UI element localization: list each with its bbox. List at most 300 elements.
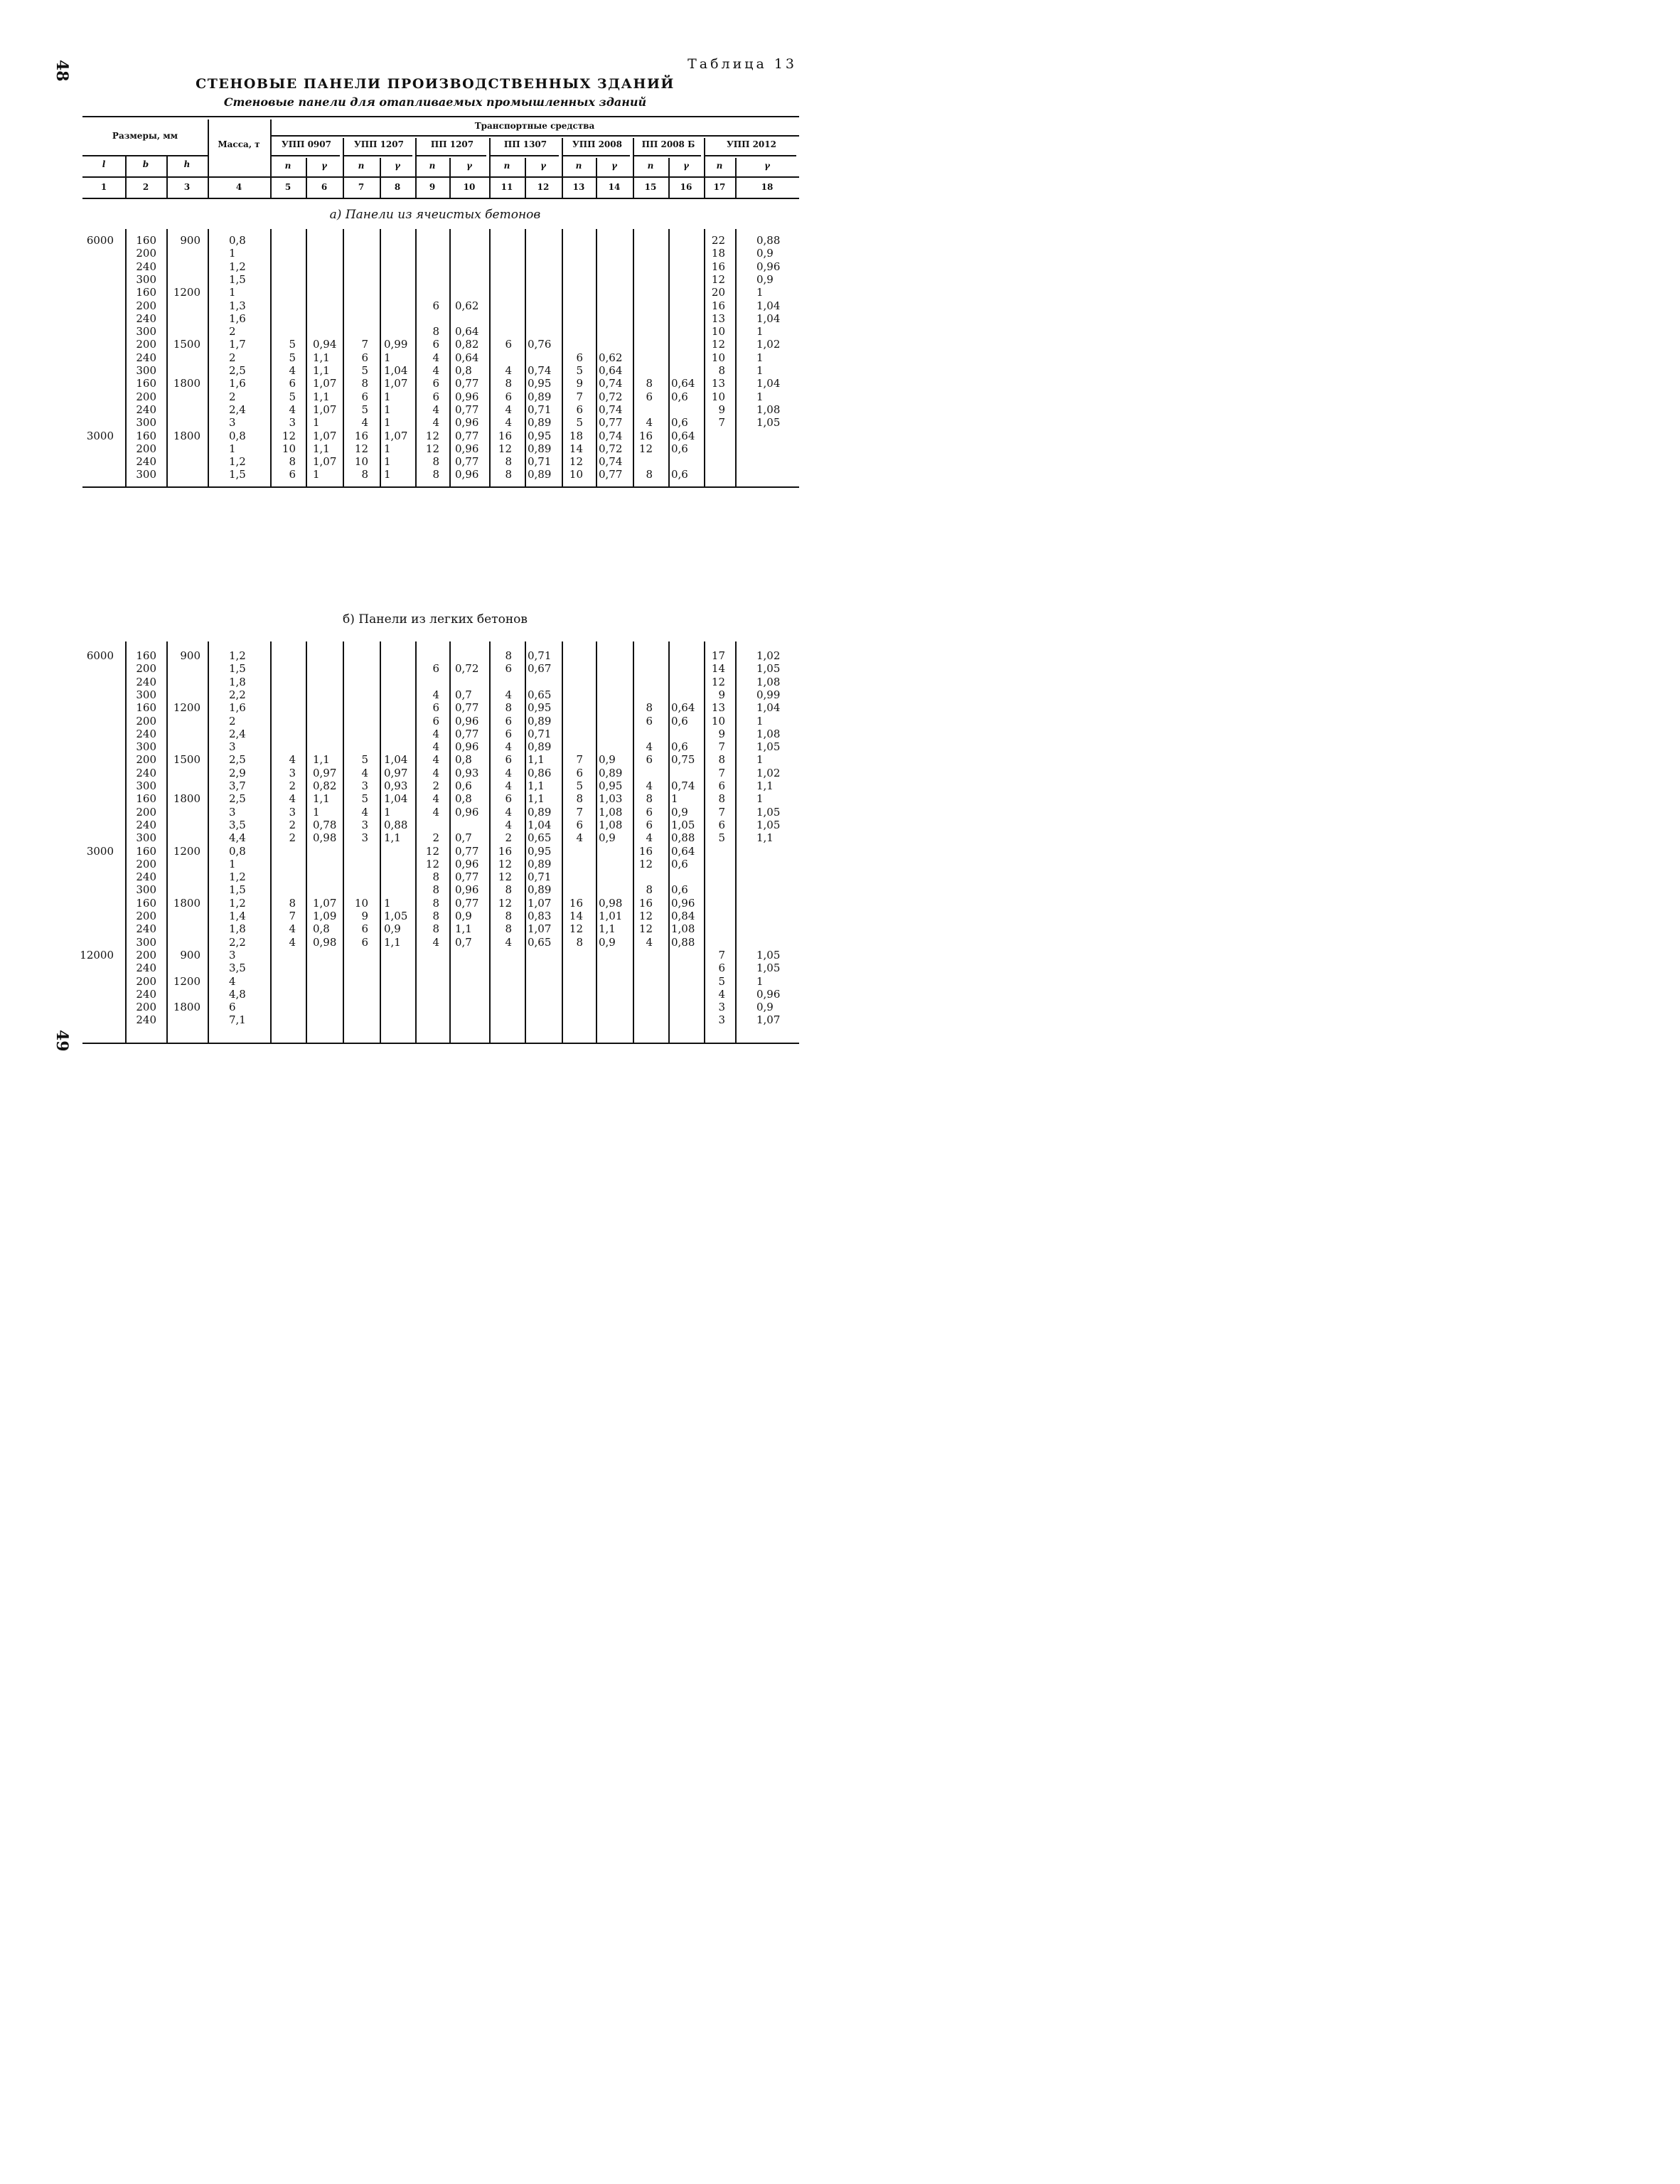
table-cell: 0,9 [455, 910, 472, 922]
table-cell: 4,4 [229, 831, 246, 845]
table-cell: 5 [576, 779, 583, 792]
table-cell: 8 [505, 468, 512, 481]
table-cell: 4 [505, 766, 512, 779]
table-cell: 1,08 [756, 727, 781, 740]
table-cell: 6 [505, 662, 512, 676]
table-cell: 6 [432, 714, 439, 728]
table-cell: 0,64 [671, 429, 695, 442]
table-cell: 1,05 [756, 818, 781, 831]
table-cell: 12 [425, 429, 439, 442]
table-cell: 240 [136, 1013, 156, 1027]
table-cell: 1 [671, 792, 678, 806]
table-cell: 7 [289, 910, 296, 922]
table-cell: 0,96 [455, 857, 479, 870]
table-cell: 4 [432, 727, 439, 740]
table-cell: 8 [289, 896, 296, 910]
table-cell: 6 [505, 753, 512, 767]
table-cell: 6 [505, 792, 512, 806]
table-cell: 6 [432, 377, 439, 390]
table-cell: 4 [576, 831, 583, 845]
table-cell: 1,02 [756, 338, 781, 351]
table-cell: 8 [432, 870, 439, 884]
table-cell: 1,01 [599, 910, 623, 922]
n-header: n [575, 161, 582, 171]
table-cell: 1,5 [229, 883, 246, 897]
table-cell: 0,89 [528, 857, 552, 870]
table-cell: 2,4 [229, 727, 246, 740]
table-cell: 1,05 [756, 962, 781, 975]
table-cell: 1,8 [229, 675, 246, 688]
table-cell: 300 [136, 688, 156, 701]
table-cell: 1 [756, 753, 764, 767]
table-cell: 5 [289, 390, 296, 403]
table-cell: 2,9 [229, 766, 246, 779]
table-cell: 6 [718, 779, 725, 792]
table-cell: 1,08 [756, 675, 781, 688]
table-cell: 1 [384, 403, 391, 416]
table-cell: 300 [136, 416, 156, 430]
table-cell: 160 [136, 234, 156, 247]
table-cell: 12 [425, 442, 439, 455]
table-cell: 0,89 [528, 714, 552, 728]
table-cell: 4 [432, 792, 439, 806]
table-cell: 5 [718, 831, 725, 845]
table-cell: 1,05 [756, 416, 781, 430]
table-cell: 3,5 [229, 962, 246, 975]
table-cell: 0,65 [528, 688, 552, 701]
vehicle-header: УПП 2008 [572, 139, 622, 149]
table-cell: 3 [361, 779, 368, 792]
table-cell: 8 [432, 896, 439, 910]
vehicle-header: УПП 1207 [354, 139, 404, 149]
table-cell: 3 [361, 831, 368, 845]
column-divider [166, 641, 168, 1043]
vehicle-header: ПП 2008 Б [641, 139, 695, 149]
table-cell: 0,71 [528, 870, 552, 884]
table-cell: 0,72 [599, 390, 623, 403]
column-divider [596, 229, 597, 486]
table-cell: 0,9 [599, 753, 616, 767]
table-cell: 1,07 [528, 896, 552, 910]
column-number: 5 [284, 182, 291, 192]
table-cell: 200 [136, 805, 156, 819]
table-cell: 10 [711, 390, 725, 403]
table-cell: 1,6 [229, 311, 246, 325]
table-cell: 4 [646, 779, 653, 792]
table-cell: 5 [289, 338, 296, 351]
n-header: n [429, 161, 436, 171]
table-cell: 1800 [173, 377, 200, 390]
table-cell: 0,6 [671, 740, 688, 754]
table-cell: 1,1 [313, 753, 330, 767]
table-cell: 2 [289, 779, 296, 792]
table-cell: 6 [229, 1001, 236, 1014]
table-cell: 0,89 [528, 442, 552, 455]
table-cell: 3,7 [229, 779, 246, 792]
table-cell: 6 [576, 766, 583, 779]
column-number: 10 [463, 182, 476, 192]
table-cell: 1,1 [384, 935, 401, 949]
table-cell: 1,1 [528, 792, 545, 806]
table-cell: 16 [638, 429, 653, 442]
table-cell: 300 [136, 831, 156, 845]
table-cell: 4 [432, 688, 439, 701]
table-cell: 1 [384, 896, 391, 910]
table-cell: 200 [136, 948, 156, 962]
table-cell: 900 [180, 948, 200, 962]
table-cell: 1 [313, 416, 320, 430]
table-cell: 240 [136, 675, 156, 688]
table-cell: 0,89 [599, 766, 623, 779]
table-cell: 10 [711, 714, 725, 728]
column-divider [449, 641, 451, 1043]
table-cell: 0,74 [671, 779, 695, 792]
table-cell: 10 [711, 351, 725, 364]
table-cell: 8 [646, 701, 653, 715]
table-cell: 4 [505, 403, 512, 416]
table-cell: 4 [505, 364, 512, 377]
table-cell: 200 [136, 390, 156, 403]
table-cell: 8 [646, 468, 653, 481]
table-cell: 4 [505, 818, 512, 831]
table-cell: 6000 [86, 234, 114, 247]
table-cell: 0,74 [599, 455, 623, 469]
vehicle-header: ПП 1307 [503, 139, 547, 149]
table-cell: 12 [425, 844, 439, 858]
header-top-rule [82, 116, 799, 117]
table-cell: 0,98 [599, 896, 623, 910]
table-cell: 5 [361, 753, 368, 767]
table-cell: 8 [505, 883, 512, 897]
gamma-header: γ [466, 161, 472, 171]
table-cell: 0,83 [528, 910, 552, 922]
table-cell: 4 [432, 740, 439, 754]
table-cell: 8 [576, 792, 583, 806]
table-cell: 12 [498, 896, 512, 910]
table-cell: 3 [361, 818, 368, 831]
n-header: n [358, 161, 365, 171]
table-cell: 1 [384, 416, 391, 430]
table-cell: 0,8 [455, 753, 472, 767]
table-cell: 1,08 [599, 805, 623, 819]
table-cell: 1,5 [229, 468, 246, 481]
table-cell: 240 [136, 922, 156, 936]
table-cell: 4 [289, 935, 296, 949]
table-cell: 8 [718, 364, 725, 377]
dim-header-l: l [102, 159, 106, 169]
table-cell: 0,9 [756, 272, 774, 286]
table-cell: 3 [289, 416, 296, 430]
table-cell: 6 [646, 818, 653, 831]
table-cell: 160 [136, 649, 156, 662]
table-cell: 0,99 [384, 338, 408, 351]
table-cell: 8 [576, 935, 583, 949]
table-cell: 0,6 [671, 883, 688, 897]
gamma-header: γ [540, 161, 546, 171]
table-cell: 2 [229, 325, 236, 339]
table-cell: 6 [361, 922, 368, 936]
table-cell: 0,64 [671, 701, 695, 715]
table-cell: 0,82 [455, 338, 479, 351]
table-cell: 0,6 [671, 442, 688, 455]
table-cell: 0,95 [528, 701, 552, 715]
n-header: n [716, 161, 723, 171]
table-cell: 5 [361, 403, 368, 416]
table-cell: 1,04 [756, 377, 781, 390]
table-cell: 0,6 [671, 468, 688, 481]
table-cell: 1 [313, 468, 320, 481]
table-cell: 0,96 [756, 987, 781, 1001]
table-cell: 8 [289, 455, 296, 469]
table-cell: 2,2 [229, 688, 246, 701]
table-cell: 1 [756, 286, 764, 299]
table-cell: 200 [136, 753, 156, 767]
table-cell: 4 [432, 935, 439, 949]
table-cell: 12 [498, 857, 512, 870]
column-divider [596, 641, 597, 1043]
table-cell: 8 [361, 468, 368, 481]
table-cell: 3 [229, 416, 236, 430]
table-cell: 2 [229, 390, 236, 403]
table-cell: 0,88 [384, 818, 408, 831]
table-cell: 1,1 [528, 753, 545, 767]
column-number: 17 [713, 182, 726, 192]
table-cell: 3 [289, 766, 296, 779]
table-cell: 1,2 [229, 870, 246, 884]
table-cell: 0,64 [671, 844, 695, 858]
table-cell: 240 [136, 870, 156, 884]
sizes-header: Размеры, мм [112, 131, 178, 141]
table-cell: 3 [229, 948, 236, 962]
table-cell: 12 [711, 338, 725, 351]
table-cell: 900 [180, 234, 200, 247]
table-cell: 6 [646, 805, 653, 819]
column-divider [489, 641, 491, 1043]
vehicle-rule [633, 155, 701, 156]
table-cell: 1,02 [756, 649, 781, 662]
table-cell: 7 [718, 766, 725, 779]
table-cell: 8 [361, 377, 368, 390]
table-cell: 1 [384, 468, 391, 481]
table-cell: 6 [718, 818, 725, 831]
table-cell: 1 [384, 390, 391, 403]
table-cell: 0,7 [455, 831, 472, 845]
table-cell: 200 [136, 662, 156, 676]
gamma-header: γ [611, 161, 617, 171]
table-cell: 0,9 [756, 1001, 774, 1014]
table-cell: 2 [229, 714, 236, 728]
table-cell: 0,82 [313, 779, 337, 792]
table-cell: 0,77 [599, 416, 623, 430]
table-cell: 4 [432, 753, 439, 767]
column-number: 14 [608, 182, 621, 192]
table-cell: 0,96 [756, 260, 781, 273]
table-cell: 1,04 [528, 818, 552, 831]
table-cell: 1,04 [384, 792, 408, 806]
table-cell: 12 [638, 442, 653, 455]
table-cell: 240 [136, 962, 156, 975]
table-cell: 0,8 [229, 429, 246, 442]
table-cell: 0,88 [671, 831, 695, 845]
table-cell: 0,96 [455, 442, 479, 455]
column-divider [166, 229, 168, 486]
table-cell: 0,77 [455, 727, 479, 740]
table-cell: 300 [136, 935, 156, 949]
table-cell: 6 [432, 390, 439, 403]
table-cell: 0,93 [384, 779, 408, 792]
table-cell: 0,71 [528, 649, 552, 662]
table-cell: 1 [229, 442, 236, 455]
table-cell: 1,2 [229, 455, 246, 469]
table-cell: 7,1 [229, 1013, 246, 1027]
table-cell: 7 [361, 338, 368, 351]
table-cell: 9 [361, 910, 368, 922]
table-cell: 0,96 [455, 714, 479, 728]
table-cell: 0,96 [455, 740, 479, 754]
table-cell: 6 [576, 818, 583, 831]
table-cell: 0,6 [671, 390, 688, 403]
table-cell: 200 [136, 338, 156, 351]
table-cell: 6 [646, 390, 653, 403]
table-cell: 0,89 [528, 740, 552, 754]
table-cell: 12 [638, 922, 653, 936]
table-cell: 2 [432, 831, 439, 845]
table-cell: 1,05 [756, 662, 781, 676]
table-cell: 0,6 [671, 714, 688, 728]
page-title: СТЕНОВЫЕ ПАНЕЛИ ПРОИЗВОДСТВЕННЫХ ЗДАНИЙ [196, 76, 675, 92]
column-number: 13 [572, 182, 585, 192]
table-cell: 5 [361, 364, 368, 377]
dim-header-h: h [183, 159, 191, 169]
column-number: 8 [394, 182, 401, 192]
table-cell: 1,07 [313, 896, 337, 910]
table-cell: 14 [569, 910, 583, 922]
table-cell: 4,8 [229, 987, 246, 1001]
column-number: 4 [235, 182, 242, 192]
table-cell: 0,99 [756, 688, 781, 701]
table-cell: 6 [361, 390, 368, 403]
table-cell: 0,77 [455, 403, 479, 416]
column-number: 1 [100, 182, 107, 192]
table-cell: 0,97 [313, 766, 337, 779]
table-cell: 0,64 [671, 377, 695, 390]
table-cell: 6 [432, 338, 439, 351]
table-cell: 10 [354, 455, 368, 469]
table-cell: 0,77 [455, 377, 479, 390]
table-cell: 2 [229, 351, 236, 364]
table-cell: 4 [505, 935, 512, 949]
vehicle-header: УПП 2012 [727, 139, 776, 149]
table-cell: 6 [646, 714, 653, 728]
table-cell: 1,3 [229, 299, 246, 312]
table-cell: 7 [718, 805, 725, 819]
table-cell: 6 [432, 701, 439, 715]
column-divider [633, 229, 634, 486]
table-cell: 3 [289, 805, 296, 819]
table-cell: 200 [136, 1001, 156, 1014]
table-cell: 12 [711, 272, 725, 286]
table-cell: 5 [576, 416, 583, 430]
table-cell: 12 [569, 455, 583, 469]
gamma-header: γ [321, 161, 327, 171]
table-cell: 0,62 [455, 299, 479, 312]
table-cell: 1,1 [384, 831, 401, 845]
table-cell: 4 [361, 416, 368, 430]
table-cell: 0,77 [599, 468, 623, 481]
table-cell: 0,8 [455, 364, 472, 377]
table-cell: 8 [432, 883, 439, 897]
page-subtitle: Стеновые панели для отапливаемых промышленных зданий [223, 95, 647, 109]
table-cell: 0,96 [455, 805, 479, 819]
table-cell: 1800 [173, 429, 200, 442]
table-cell: 13 [711, 311, 725, 325]
table-cell: 160 [136, 429, 156, 442]
table-cell: 6 [646, 753, 653, 767]
table-cell: 0,9 [671, 805, 688, 819]
colnum-rule [82, 176, 799, 178]
table-cell: 1200 [173, 974, 200, 988]
table-cell: 4 [361, 805, 368, 819]
dim-header-b: b [142, 159, 149, 169]
table-cell: 0,77 [455, 429, 479, 442]
table-cell: 3,5 [229, 818, 246, 831]
table-cell: 3 [718, 1013, 725, 1027]
table-cell: 6 [361, 935, 368, 949]
table-cell: 12 [425, 857, 439, 870]
column-divider [306, 641, 307, 1043]
table-cell: 1 [313, 805, 320, 819]
column-divider [125, 641, 127, 1043]
table-cell: 12 [354, 442, 368, 455]
table-cell: 240 [136, 351, 156, 364]
table-cell: 300 [136, 468, 156, 481]
table-cell: 1,8 [229, 922, 246, 936]
table-cell: 0,9 [599, 831, 616, 845]
table-cell: 12 [569, 922, 583, 936]
n-header: n [503, 161, 510, 171]
table-cell: 16 [711, 299, 725, 312]
column-number: 9 [429, 182, 436, 192]
table-cell: 4 [289, 753, 296, 767]
table-cell: 1,7 [229, 338, 246, 351]
table-cell: 1,05 [756, 740, 781, 754]
table-cell: 16 [638, 844, 653, 858]
table-cell: 1,1 [313, 792, 330, 806]
table-cell: 1,05 [756, 805, 781, 819]
vehicle-rule [562, 155, 630, 156]
table-cell: 16 [498, 844, 512, 858]
header-bottom-rule [82, 198, 799, 199]
table-cell: 0,88 [756, 234, 781, 247]
table-cell: 1 [229, 857, 236, 870]
section-b-caption: б) Панели из легких бетонов [343, 612, 528, 627]
vehicle-rule [270, 155, 340, 156]
n-header: n [647, 161, 654, 171]
table-cell: 1,04 [756, 299, 781, 312]
table-cell: 0,8 [229, 234, 246, 247]
table-cell: 4 [432, 351, 439, 364]
table-cell: 4 [718, 987, 725, 1001]
table-cell: 2 [432, 779, 439, 792]
table-cell: 0,72 [599, 442, 623, 455]
table-cell: 4 [432, 766, 439, 779]
table-cell: 1,09 [313, 910, 337, 922]
table-cell: 1 [229, 247, 236, 260]
table-cell: 1,6 [229, 701, 246, 715]
table-cell: 1,07 [313, 429, 337, 442]
table-cell: 4 [289, 403, 296, 416]
table-cell: 2,5 [229, 792, 246, 806]
